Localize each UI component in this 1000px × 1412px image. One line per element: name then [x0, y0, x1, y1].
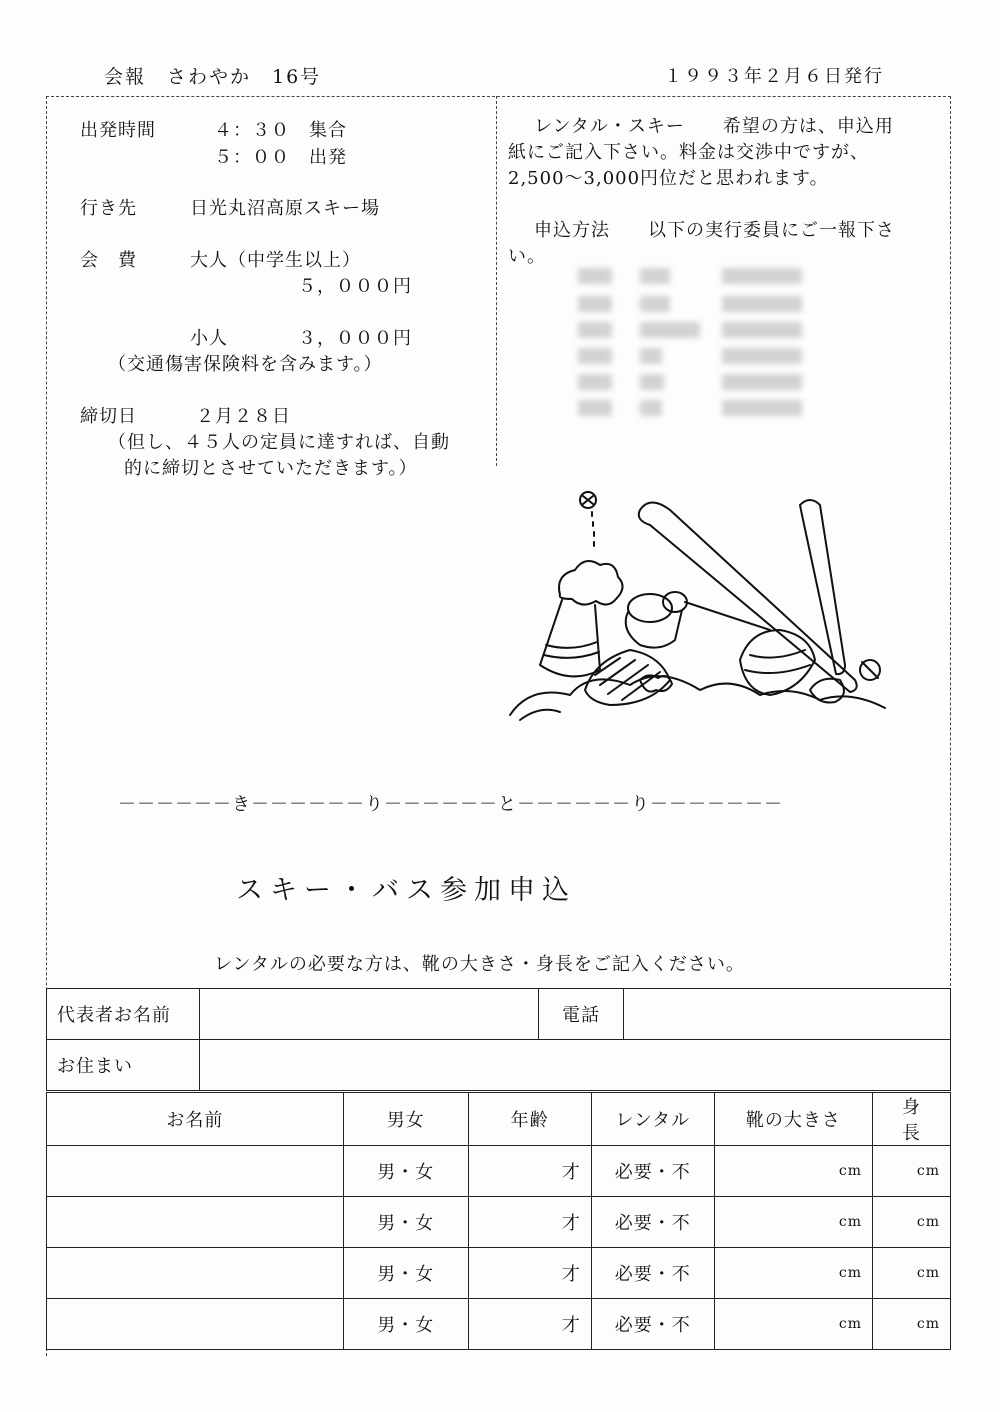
issue-date: １９９３年２月６日発行 — [664, 66, 884, 87]
form-title: スキー・バス参加申込 — [236, 875, 576, 906]
participant-name-field[interactable] — [47, 1146, 344, 1197]
rep-name-field[interactable] — [200, 989, 539, 1040]
col-height-header: 身 長 — [873, 1093, 951, 1146]
newsletter-title: 会報 さわやか 16号 — [104, 66, 322, 88]
participant-name-field[interactable] — [47, 1299, 344, 1350]
col-rental-header: レンタル — [591, 1093, 714, 1146]
adult-label: 大人（中学生以上） — [190, 250, 361, 271]
col-name-header: お名前 — [47, 1093, 344, 1146]
apply-line-1: 申込方法 以下の実行委員にご一報下さ — [534, 220, 895, 241]
col-sex-header: 男女 — [343, 1093, 468, 1146]
deadline-value: ２月２８日 — [196, 406, 291, 427]
age-field[interactable]: 才 — [468, 1299, 591, 1350]
depart-label: 出発時間 — [80, 120, 156, 141]
table-row — [47, 1146, 951, 1197]
shoe-size-field[interactable]: cm — [714, 1299, 872, 1350]
age-field[interactable]: 才 — [468, 1146, 591, 1197]
deadline-note-2: 的に締切とさせていただきます。） — [124, 458, 418, 479]
child-fee: ３，０００円 — [298, 328, 412, 349]
rental-choice[interactable]: 必要・不 — [591, 1248, 714, 1299]
rep-name-label: 代表者お名前 — [47, 989, 200, 1040]
phone-label: 電話 — [539, 989, 624, 1040]
height-field[interactable]: cm — [873, 1248, 951, 1299]
rental-line-3: 2,500～3,000円位だと思われます。 — [508, 168, 829, 189]
address-field[interactable] — [200, 1040, 951, 1091]
rental-line-2: 紙にご記入下さい。料金は交渉中ですが、 — [508, 142, 869, 163]
fee-label: 会 費 — [80, 250, 137, 271]
table-row — [47, 1299, 951, 1350]
top-border — [46, 96, 951, 97]
shoe-size-field[interactable]: cm — [714, 1146, 872, 1197]
insurance-note: （交通傷害保険料を含みます。） — [108, 354, 383, 375]
right-border — [950, 96, 951, 986]
depart-time: ５：００ 出発 — [214, 147, 347, 168]
cut-line: －－－－－－き－－－－－－り－－－－－－と－－－－－－り－－－－－－－ — [118, 794, 783, 815]
shoe-size-field[interactable]: cm — [714, 1248, 872, 1299]
address-label: お住まい — [47, 1040, 200, 1091]
skier-illustration — [500, 480, 900, 730]
rental-choice[interactable]: 必要・不 — [591, 1146, 714, 1197]
dest-value: 日光丸沼高原スキー場 — [190, 198, 380, 219]
column-divider — [496, 96, 497, 466]
dest-label: 行き先 — [80, 198, 137, 219]
col-age-header: 年齢 — [468, 1093, 591, 1146]
sex-choice[interactable]: 男・女 — [343, 1146, 468, 1197]
rental-line-1: レンタル・スキー 希望の方は、申込用 — [534, 116, 894, 137]
participants-table — [46, 1092, 959, 1350]
shoe-size-field[interactable]: cm — [714, 1197, 872, 1248]
col-shoe-size-header: 靴の大きさ — [714, 1093, 872, 1146]
height-field[interactable]: cm — [873, 1197, 951, 1248]
phone-field[interactable] — [624, 989, 951, 1040]
table-row — [47, 1197, 951, 1248]
sex-choice[interactable]: 男・女 — [343, 1197, 468, 1248]
form-note: レンタルの必要な方は、靴の大きさ・身長をご記入ください。 — [214, 954, 745, 975]
representative-table — [46, 988, 951, 1091]
apply-line-2: い。 — [508, 246, 546, 267]
participant-name-field[interactable] — [47, 1248, 344, 1299]
height-field[interactable]: cm — [873, 1146, 951, 1197]
deadline-label: 締切日 — [80, 406, 137, 427]
participant-name-field[interactable] — [47, 1197, 344, 1248]
assemble-time: ４：３０ 集合 — [214, 120, 347, 141]
child-label: 小人 — [190, 328, 228, 349]
deadline-note-1: （但し、４５人の定員に達すれば、自動 — [108, 432, 450, 453]
sex-choice[interactable]: 男・女 — [343, 1299, 468, 1350]
rental-choice[interactable]: 必要・不 — [591, 1299, 714, 1350]
rental-choice[interactable]: 必要・不 — [591, 1197, 714, 1248]
age-field[interactable]: 才 — [468, 1197, 591, 1248]
table-row — [47, 1248, 951, 1299]
age-field[interactable]: 才 — [468, 1248, 591, 1299]
adult-fee: ５，０００円 — [298, 276, 412, 297]
sex-choice[interactable]: 男・女 — [343, 1248, 468, 1299]
height-field[interactable]: cm — [873, 1299, 951, 1350]
